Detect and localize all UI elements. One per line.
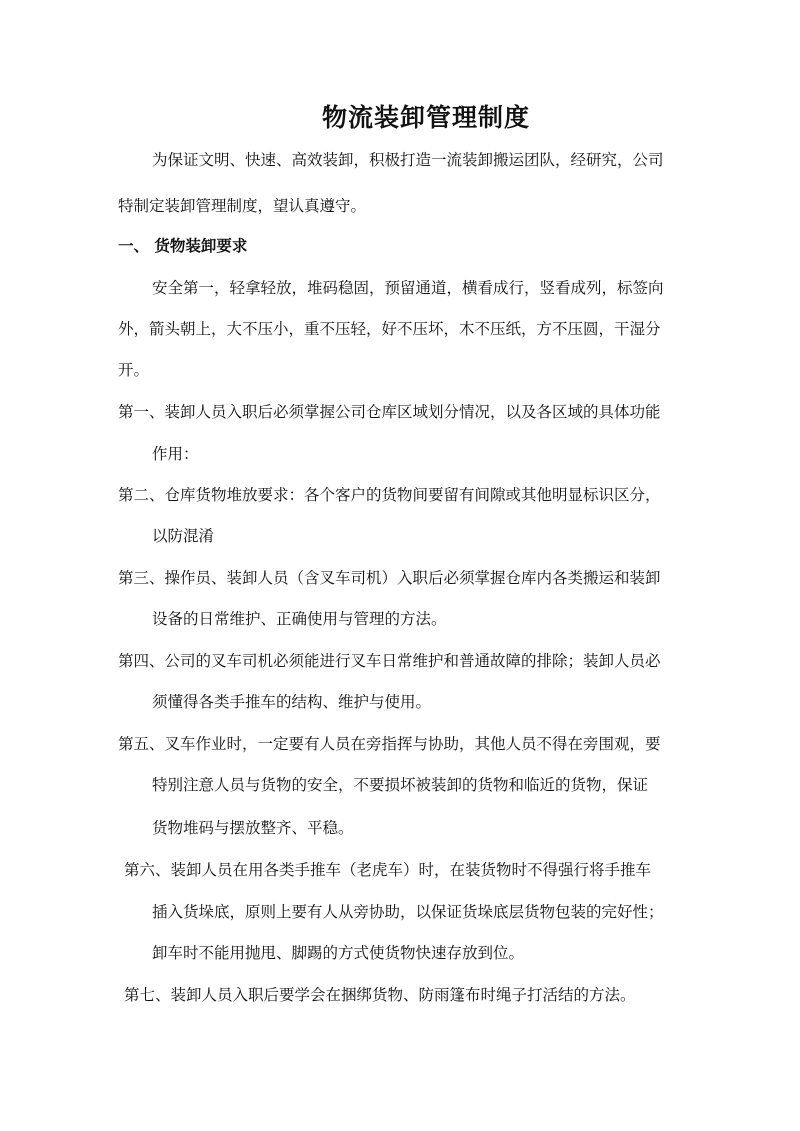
- rule-2-line-1: 第二、仓库货物堆放要求：各个客户的货物间要留有间隙或其他明显标识区分，: [118, 486, 661, 504]
- rule-6-line-2: 插入货垛底，原则上要有人从旁协助，以保证货垛底层货物包装的完好性；: [152, 903, 664, 921]
- rule-7-line-1: 第七、装卸人员入职后要学会在捆绑货物、防雨篷布时绳子打活结的方法。: [124, 986, 636, 1004]
- section-text-line-2: 外，箭头朝上，大不压小，重不压轻，好不压坏，木不压纸，方不压圆，干湿分: [118, 320, 661, 338]
- rule-5-line-1: 第五、叉车作业时，一定要有人员在旁指挥与协助，其他人员不得在旁围观，要: [118, 735, 661, 753]
- document-title: 物流装卸管理制度: [321, 103, 530, 132]
- rule-3-line-2: 设备的日常维护、正确使用与管理的方法。: [152, 610, 447, 628]
- rule-4-line-1: 第四、公司的叉车司机必须能进行叉车日常维护和普通故障的排除；装卸人员必: [118, 652, 661, 670]
- rule-6-line-3: 卸车时不能用抛甩、脚踢的方式使货物快速存放到位。: [152, 944, 525, 962]
- rule-4-line-2: 须懂得各类手推车的结构、维护与使用。: [152, 693, 432, 711]
- rule-5-line-3: 货物堆码与摆放整齐、平稳。: [152, 819, 354, 837]
- rule-3-line-1: 第三、操作员、装卸人员（含叉车司机）入职后必须掌握仓库内各类搬运和装卸: [118, 569, 661, 587]
- section-text-line-3: 开。: [118, 361, 150, 379]
- rule-1-line-1: 第一、装卸人员入职后必须掌握公司仓库区域划分情况，以及各区域的具体功能: [118, 403, 661, 421]
- rule-1-line-2: 作用：: [152, 445, 199, 463]
- section-heading: 一、 货物装卸要求: [118, 236, 248, 255]
- intro-line-1: 为保证文明、快速、高效装卸，积极打造一流装卸搬运团队，经研究，公司: [152, 151, 664, 169]
- rule-6-line-1: 第六、装卸人员在用各类手推车（老虎车）时，在装货物时不得强行将手推车: [124, 861, 652, 879]
- rule-5-line-2: 特别注意人员与货物的安全，不要损坏被装卸的货物和临近的货物，保证: [152, 776, 649, 794]
- intro-line-2: 特制定装卸管理制度，望认真遵守。: [118, 197, 367, 215]
- rule-2-line-2: 以防混淆: [152, 527, 215, 545]
- section-text-line-1: 安全第一，轻拿轻放，堆码稳固，预留通道，横看成行，竖看成列，标签向: [152, 279, 664, 297]
